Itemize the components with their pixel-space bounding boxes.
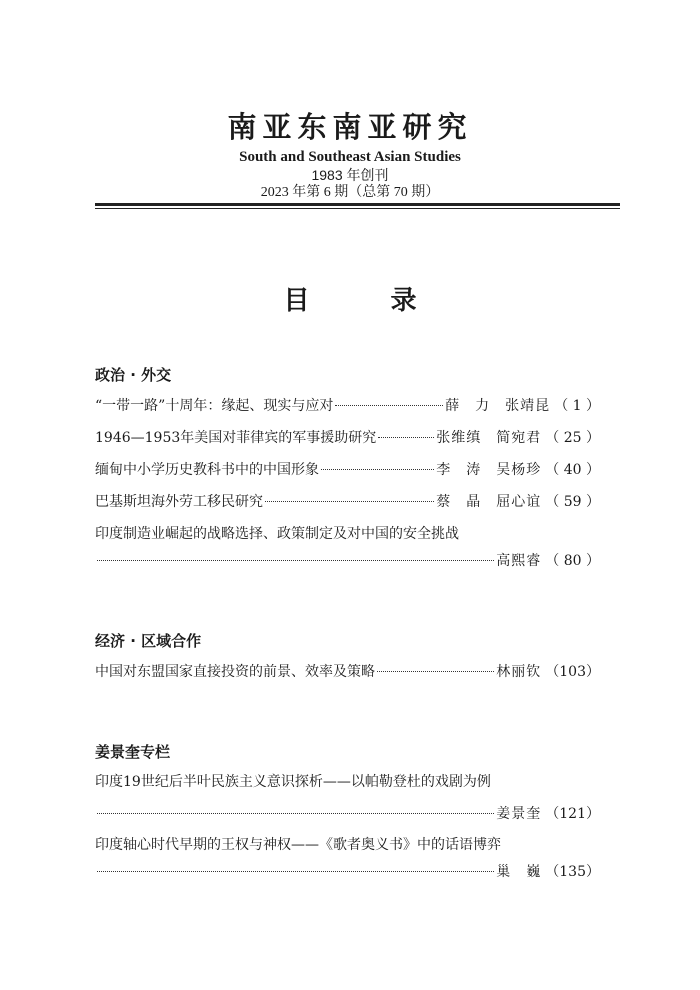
section-title: 经济 · 区域合作 [95, 632, 202, 650]
journal-title: 南亚东南亚研究 [227, 110, 473, 144]
dot-leader [378, 437, 434, 438]
entry-authors: 薛 力 张靖昆 [445, 398, 551, 414]
section-title: 政治 · 外交 [95, 366, 172, 384]
entry-title[interactable]: 印度轴心时代早期的王权与神权——《歌者奥义书》中的话语博弈 [95, 837, 501, 853]
section-title: 姜景奎专栏 [95, 743, 171, 761]
toc-heading: 目 录 [283, 286, 453, 316]
toc-entry-continuation[interactable] [95, 803, 600, 823]
entry-title: 巴基斯坦海外劳工移民研究 [95, 494, 263, 510]
header-rule-thin [95, 208, 620, 209]
entry-page: （ 80 ） [545, 553, 600, 569]
entry-page: （ 59 ） [545, 494, 600, 510]
entry-page: （ 25 ） [545, 430, 600, 446]
founded-line: 1983 年创刊 [311, 167, 389, 183]
masthead [0, 108, 700, 202]
dot-leader [335, 405, 443, 406]
header-rule-thick [95, 203, 620, 206]
entry-title: 中国对东盟国家直接投资的前景、效率及策略 [95, 664, 375, 680]
entry-title: 缅甸中小学历史教科书中的中国形象 [95, 462, 319, 478]
toc-entry[interactable] [95, 395, 600, 415]
entry-title: 1946—1953年美国对菲律宾的军事援助研究 [95, 430, 377, 446]
dot-leader [265, 501, 434, 502]
entry-authors: 高熙睿 [496, 553, 542, 569]
entry-page: （121） [545, 806, 600, 822]
entry-page: （103） [545, 664, 600, 680]
toc-entry[interactable] [95, 491, 600, 511]
toc-entry[interactable] [95, 459, 600, 479]
entry-authors: 巢 巍 [496, 864, 542, 880]
toc-entry[interactable] [95, 427, 600, 447]
dot-leader [377, 671, 494, 672]
entry-title[interactable]: 印度19世纪后半叶民族主义意识探析——以帕勒登杜的戏剧为例 [95, 774, 491, 790]
journal-title-english: South and Southeast Asian Studies [239, 149, 461, 165]
dot-leader [97, 813, 494, 814]
issue-line: 2023 年第 6 期（总第 70 期） [260, 185, 440, 200]
entry-page: （ 1 ） [554, 398, 600, 414]
entry-page: （ 40 ） [545, 462, 600, 478]
dot-leader [97, 560, 494, 561]
entry-authors: 林丽钦 [496, 664, 542, 680]
entry-authors: 姜景奎 [496, 806, 542, 822]
toc-entry-continuation[interactable] [95, 550, 600, 570]
entry-title: “一带一路”十周年：缘起、现实与应对 [95, 398, 334, 414]
dot-leader [97, 871, 494, 872]
toc-entry[interactable] [95, 661, 600, 681]
dot-leader [321, 469, 434, 470]
entry-page: （135） [545, 864, 600, 880]
entry-title[interactable]: 印度制造业崛起的战略选择、政策制定及对中国的安全挑战 [95, 526, 459, 542]
entry-authors: 张维缜 简宛君 [436, 430, 542, 446]
entry-authors: 李 涛 吴杨珍 [436, 462, 542, 478]
entry-authors: 蔡 晶 屈心谊 [436, 494, 542, 510]
toc-entry-continuation[interactable] [95, 861, 600, 881]
